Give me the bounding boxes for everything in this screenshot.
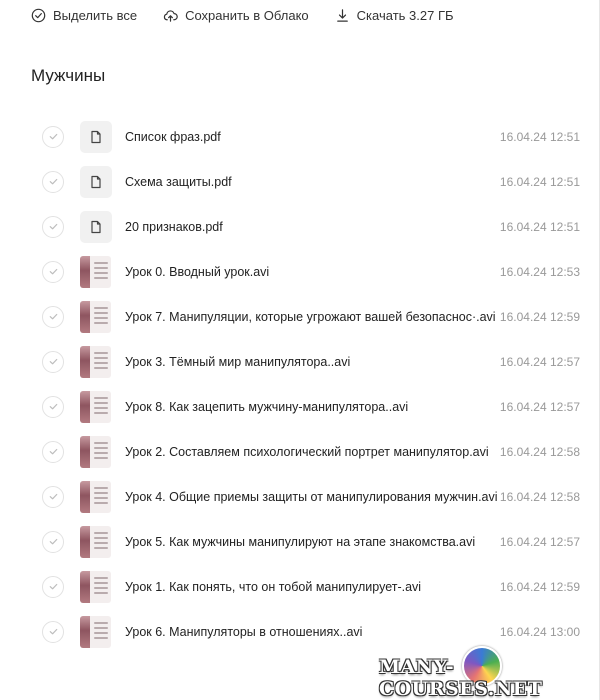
file-name: Урок 3. Тёмный мир манипулятора..avi (125, 354, 351, 369)
select-checkbox[interactable] (42, 216, 64, 238)
select-all-label: Выделить все (53, 7, 138, 23)
file-row[interactable] (0, 429, 600, 474)
select-checkbox[interactable] (42, 486, 64, 508)
watermark-text: MANY-COURSES.NET (379, 656, 543, 700)
file-date: 16.04.24 12:57 (499, 354, 580, 369)
select-checkbox[interactable] (42, 261, 64, 283)
cloud-upload-icon (163, 8, 178, 23)
file-date: 16.04.24 12:51 (499, 174, 580, 189)
file-row[interactable] (0, 384, 600, 429)
video-thumbnail (80, 301, 111, 333)
video-thumbnail (80, 256, 111, 288)
file-date: 16.04.24 12:59 (499, 579, 580, 594)
file-date: 16.04.24 12:59 (499, 309, 580, 324)
select-checkbox[interactable] (42, 351, 64, 373)
download-button[interactable] (335, 8, 454, 23)
select-all-button[interactable] (31, 8, 137, 23)
select-checkbox[interactable] (42, 396, 64, 418)
select-checkbox[interactable] (42, 576, 64, 598)
video-thumbnail (80, 346, 111, 378)
file-row[interactable] (0, 114, 600, 159)
file-list (0, 114, 600, 654)
file-date: 16.04.24 12:51 (499, 129, 580, 144)
video-thumbnail (80, 526, 111, 558)
checkmark-icon (48, 446, 59, 457)
video-thumbnail (80, 481, 111, 513)
checkmark-icon (48, 311, 59, 322)
file-name: Урок 2. Составляем психологический портрет манипулятор.avi (125, 444, 489, 459)
select-checkbox[interactable] (42, 126, 64, 148)
video-thumbnail (80, 571, 111, 603)
file-row[interactable] (0, 564, 600, 609)
file-date: 16.04.24 12:58 (499, 489, 580, 504)
file-thumbnail (80, 166, 112, 198)
select-checkbox[interactable] (42, 441, 64, 463)
file-date: 16.04.24 12:53 (499, 264, 580, 279)
video-thumbnail (80, 436, 111, 468)
file-thumbnail (80, 121, 112, 153)
checkmark-icon (48, 626, 59, 637)
checkmark-icon (48, 356, 59, 367)
file-row[interactable] (0, 339, 600, 384)
file-row[interactable] (0, 519, 600, 564)
checkmark-icon (48, 581, 59, 592)
video-thumbnail (80, 391, 111, 423)
file-name: Схема защиты.pdf (125, 174, 232, 189)
file-thumbnail (80, 211, 112, 243)
file-row[interactable] (0, 294, 600, 339)
download-icon (335, 8, 350, 23)
file-name: Урок 1. Как понять, что он тобой манипулирует-.avi (125, 579, 422, 594)
file-name: 20 признаков.pdf (125, 219, 223, 234)
select-checkbox[interactable] (42, 306, 64, 328)
checkmark-icon (48, 401, 59, 412)
file-name: Урок 8. Как зацепить мужчину-манипулятора..avi (125, 399, 409, 414)
file-date: 16.04.24 12:51 (499, 219, 580, 234)
select-checkbox[interactable] (42, 621, 64, 643)
file-date: 16.04.24 12:57 (499, 399, 580, 414)
file-date: 16.04.24 13:00 (499, 624, 580, 639)
toolbar (31, 0, 454, 30)
checkmark-icon (48, 266, 59, 277)
file-name: Урок 5. Как мужчины манипулируют на этапе знакомства.avi (125, 534, 476, 549)
checkmark-icon (48, 536, 59, 547)
video-thumbnail (80, 616, 111, 648)
folder-title: Мужчины (31, 66, 106, 85)
file-name: Урок 0. Вводный урок.avi (125, 264, 270, 279)
file-row[interactable] (0, 159, 600, 204)
check-circle-icon (31, 8, 46, 23)
document-icon (89, 130, 103, 144)
checkmark-icon (48, 221, 59, 232)
file-row[interactable] (0, 204, 600, 249)
file-name: Урок 4. Общие приемы защиты от манипулирования мужчин.avi (125, 489, 498, 504)
file-date: 16.04.24 12:58 (499, 444, 580, 459)
checkmark-icon (48, 176, 59, 187)
checkmark-icon (48, 491, 59, 502)
save-to-cloud-button[interactable] (163, 8, 309, 23)
document-icon (89, 175, 103, 189)
select-checkbox[interactable] (42, 531, 64, 553)
file-date: 16.04.24 12:57 (499, 534, 580, 549)
download-label: Скачать 3.27 ГБ (356, 7, 454, 23)
file-name: Урок 7. Манипуляции, которые угрожают вашей безопаснос·.avi (125, 309, 496, 324)
document-icon (89, 220, 103, 234)
file-row[interactable] (0, 249, 600, 294)
file-name: Список фраз.pdf (125, 129, 221, 144)
select-checkbox[interactable] (42, 171, 64, 193)
checkmark-icon (48, 131, 59, 142)
file-name: Урок 6. Манипуляторы в отношениях..avi (125, 624, 363, 639)
file-row[interactable] (0, 474, 600, 519)
save-to-cloud-label: Сохранить в Облако (185, 7, 309, 23)
watermark (376, 646, 596, 700)
